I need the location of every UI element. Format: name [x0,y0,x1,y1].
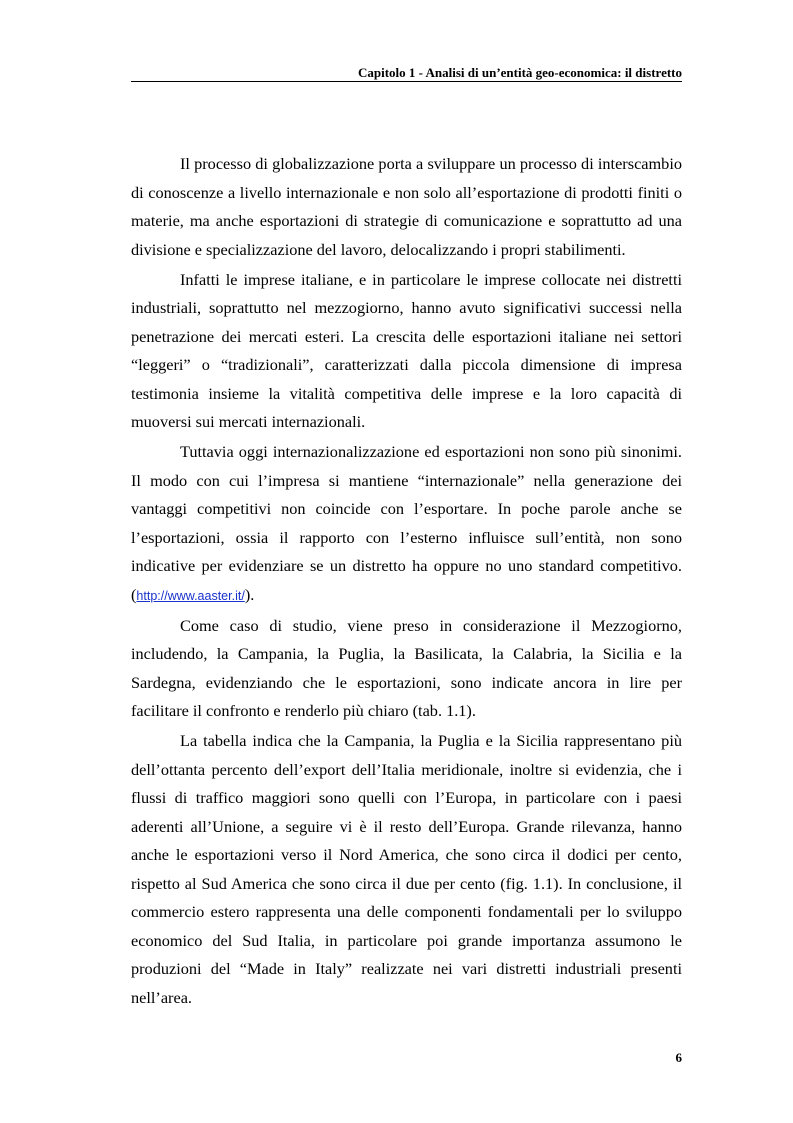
paragraph-globalization: Il processo di globalizzazione porta a sviluppare un processo di interscambio di conoscenze a livello internazionale e non solo all’esportazione di prodotti finiti o materie, ma anche esportazioni di strategie di comunicazione e soprattutto ad una divisione e specializzazione del lavoro, delocalizzando i propri stabilimenti. [131,154,682,259]
body-text [131,150,682,1012]
paragraph-internationalization-text: Tuttavia oggi internazionalizzazione ed esportazioni non sono più sinonimi. Il modo con cui l’impresa si mantiene “internazionale” nella generazione dei vantaggi competitivi non coincide con l’esportare. In poche parole anche se l’esportazioni, ossia il rapporto con l’esterno influisce sull’entità, non sono indicative per evidenziare se un distretto ha oppure no uno standard competitivo. [131,442,682,575]
aaster-link[interactable]: http://www.aaster.it/ [136,588,245,603]
running-header: Capitolo 1 - Analisi di un’entità geo-economica: il distretto [357,65,682,80]
page-number: 6 [675,1050,682,1065]
link-close-paren: ). [244,584,255,604]
link-open-paren: ( [131,584,137,604]
paragraph-internationalization [131,438,682,610]
paragraph-italian-enterprises: Infatti le imprese italiane, e in particolare le imprese collocate nei distretti industriali, soprattutto nel mezzogiorno, hanno avuto significativi successi nella penetrazione dei mercati esteri. La crescita delle esportazioni italiane nei settori “leggeri” o “tradizionali”, caratterizzati dalla piccola dimensione di impresa testimonia insieme la vitalità competitiva delle imprese e la loro capacità di muoversi sui mercati internazionali. [131,269,682,431]
paragraph-case-study: Come caso di studio, viene preso in considerazione il Mezzogiorno, includendo, la Campania, la Puglia, la Basilicata, la Calabria, la Sicilia e la Sardegna, evidenziando che le esportazioni, sono indicate ancora in lire per facilitare il confronto e renderlo più chiaro (tab. 1.1). [131,615,682,720]
header-rule [131,81,682,82]
paragraph-table-analysis: La tabella indica che la Campania, la Puglia e la Sicilia rappresentano più dell’ottanta percento dell’export dell’Italia meridionale, inoltre si evidenzia, che i flussi di traffico maggiori sono quelli con l’Europa, in particolare con i paesi aderenti all’Unione, a seguire vi è il resto dell’Europa. Grande rilevanza, hanno anche le esportazioni verso il Nord America, che sono circa il dodici per cento, rispetto al Sud America che sono circa il due per cento (fig. 1.1). In conclusione, il commercio estero rappresenta una delle componenti fondamentali per lo sviluppo economico del Sud Italia, in particolare poi grande importanza assumono le produzioni del “Made in Italy” realizzate nei vari distretti industriali presenti nell’area. [131,731,682,1007]
